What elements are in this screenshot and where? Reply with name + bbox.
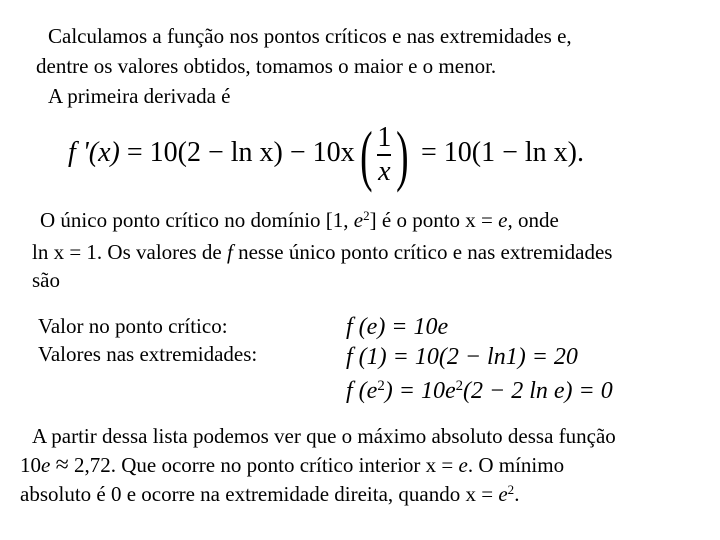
left-paren: ( — [359, 116, 373, 193]
value-equation-critical: f (e) = 10e — [346, 314, 449, 340]
text: . O mínimo — [467, 453, 565, 477]
critical-value-label: Valor no ponto crítico: — [38, 314, 228, 338]
derivative-part1: = 10(2 − ln x) − 10x — [126, 137, 355, 168]
text: ] é o ponto x = — [369, 208, 499, 232]
value-equation-endpoint-1 — [346, 342, 578, 372]
critical-point-line-3: são — [32, 268, 60, 292]
conclusion-line-1: A partir dessa lista podemos ver que o máximo absoluto dessa função — [32, 424, 616, 448]
conclusion-line-2 — [20, 453, 564, 477]
fraction — [377, 121, 392, 187]
critical-point-line-1 — [40, 208, 559, 232]
intro-line-1: Calculamos a função nos pontos críticos e nas extremidades e, — [48, 24, 572, 48]
fraction-numerator: 1 — [377, 121, 392, 153]
right-paren: ) — [396, 116, 409, 193]
intro-line-2: dentre os valores obtidos, tomamos o maior e o menor. — [36, 54, 497, 78]
text: onde — [512, 208, 559, 232]
equation-text: f (1) = 10(2 − ln1) = 20 — [346, 344, 578, 370]
exponent: 2 — [377, 377, 385, 394]
exponent: 2 — [363, 207, 370, 223]
e-symbol: e — [458, 453, 468, 477]
equation-text: (2 − 2 ln e) = 0 — [463, 378, 613, 404]
e-symbol: e — [41, 453, 51, 477]
value-equation-endpoint-2 — [346, 374, 613, 408]
derivative-part2: = 10(1 − ln x). — [420, 137, 584, 168]
approx-symbol: ≈ — [55, 452, 69, 478]
text: absoluto é 0 e ocorre na extremidade direita, quando x = — [20, 482, 499, 506]
conclusion-line-3 — [20, 482, 519, 506]
equation-text: f (e — [346, 378, 378, 404]
text: . — [514, 482, 520, 506]
intro-line-3: A primeira derivada é — [48, 84, 231, 108]
critical-point-line-2 — [32, 240, 612, 264]
exponent: 2 — [507, 481, 515, 497]
f-symbol: f — [226, 240, 233, 264]
text: 10 — [20, 453, 41, 477]
text: 2,72. Que ocorre no ponto crítico interior x = — [74, 453, 459, 477]
fraction-denominator: x — [378, 155, 391, 187]
derivative-equation — [68, 116, 584, 193]
equation-text: ) = 10e — [384, 378, 456, 404]
text: ln x = 1. Os valores de — [32, 240, 227, 264]
text: nesse único ponto crítico e nas extremidades — [232, 240, 613, 264]
e-symbol: e, — [498, 208, 513, 232]
text: O único ponto crítico no domínio [1, — [40, 208, 354, 232]
endpoint-values-label: Valores nas extremidades: — [38, 342, 258, 366]
e-symbol: e — [353, 208, 364, 232]
exponent: 2 — [455, 377, 464, 394]
derivative-lhs: f '(x) — [68, 137, 120, 168]
e-symbol: e — [498, 482, 508, 506]
